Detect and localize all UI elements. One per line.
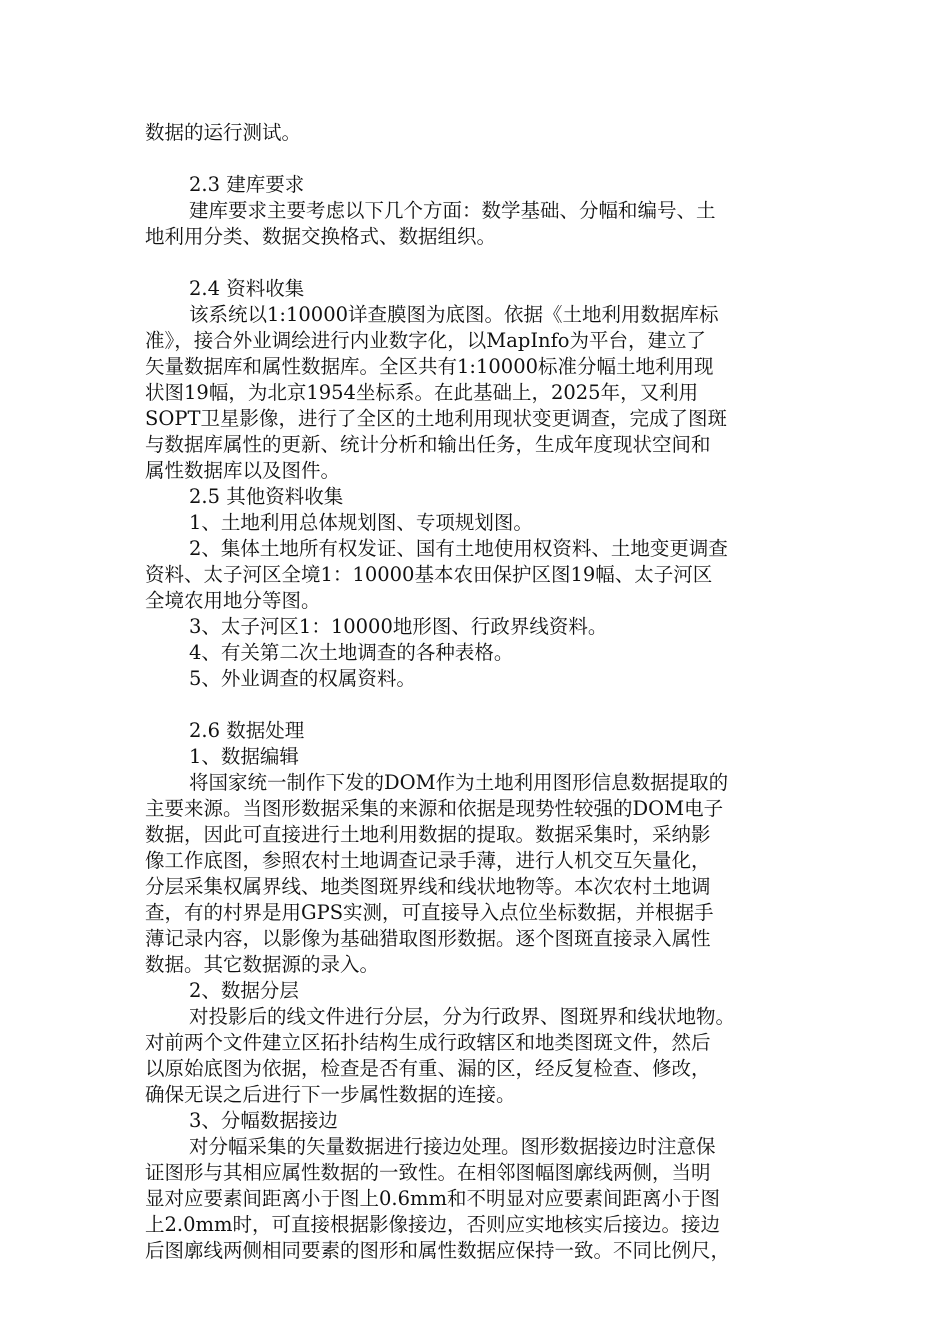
text-line: 主要来源。当图形数据采集的来源和依据是现势性较强的DOM电子 [145,797,724,820]
blank-line [145,692,815,718]
text-line: 属性数据库以及图件。 [145,459,341,482]
text-line: 资料、太子河区全境1：10000基本农田保护区图19幅、太子河区 [145,563,713,586]
text-line: 对分幅采集的矢量数据进行接边处理。图形数据接边时注意保 [189,1135,716,1158]
text-line: 5、外业调查的权属资料。 [189,667,416,690]
text-line: 查，有的村界是用GPS实测，可直接导入点位坐标数据，并根据手 [145,901,714,924]
blank-line [145,250,815,276]
text-line: 2.4 资料收集 [189,277,305,300]
text-line: 2.6 数据处理 [189,719,305,742]
text-line: 将国家统一制作下发的DOM作为土地利用图形信息数据提取的 [189,771,729,794]
text-line: 对前两个文件建立区拓扑结构生成行政辖区和地类图斑文件，然后 [145,1031,711,1054]
text-line: 地利用分类、数据交换格式、数据组织。 [145,225,497,248]
text-line: 全境农用地分等图。 [145,589,321,612]
text-line: 1、数据编辑 [189,745,299,768]
text-line: 3、分幅数据接边 [189,1109,338,1132]
text-line: 2、数据分层 [189,979,299,1002]
text-line: 与数据库属性的更新、统计分析和输出任务，生成年度现状空间和 [145,433,711,456]
text-line: 上2.0mm时，可直接根据影像接边，否则应实地核实后接边。接边 [145,1213,720,1236]
text-line: 以原始底图为依据，检查是否有重、漏的区，经反复检查、修改， [145,1057,711,1080]
text-line: 建库要求主要考虑以下几个方面：数学基础、分幅和编号、土 [189,199,716,222]
blank-line [145,146,815,172]
text-line: 显对应要素间距离小于图上0.6mm和不明显对应要素间距离小于图 [145,1187,720,1210]
text-line: 该系统以1:10000详查膜图为底图。依据《土地利用数据库标 [189,303,719,326]
text-line: 像工作底图，参照农村土地调查记录手薄，进行人机交互矢量化， [145,849,711,872]
text-line: 2.3 建库要求 [189,173,305,196]
text-line: 数据的运行测试。 [145,121,302,144]
text-line: 后图廓线两侧相同要素的图形和属性数据应保持一致。不同比例尺， [145,1239,731,1262]
text-line: 数据。其它数据源的录入。 [145,953,380,976]
document-body [145,120,815,1264]
text-line: 分层采集权属界线、地类图斑界线和线状地物等。本次农村土地调 [145,875,711,898]
text-line: 1、土地利用总体规划图、专项规划图。 [189,511,533,534]
text-line: 准》，接合外业调绘进行内业数字化，以MapInfo为平台，建立了 [145,329,707,352]
text-line: 对投影后的线文件进行分层，分为行政界、图斑界和线状地物。 [189,1005,736,1028]
text-line: 3、太子河区1：10000地形图、行政界线资料。 [189,615,608,638]
text-line: 状图19幅，为北京1954坐标系。在此基础上，2025年，又利用 [145,381,699,404]
text-line: 确保无误之后进行下一步属性数据的连接。 [145,1083,516,1106]
text-line: 矢量数据库和属性数据库。全区共有1:10000标准分幅土地利用现 [145,355,714,378]
text-line: 数据，因此可直接进行土地利用数据的提取。数据采集时，采纳影 [145,823,711,846]
text-line: 2、集体土地所有权发证、国有土地使用权资料、土地变更调查 [189,537,728,560]
text-line: SOPT卫星影像，进行了全区的土地利用现状变更调查，完成了图斑 [145,407,727,430]
text-line: 2.5 其他资料收集 [189,485,344,508]
text-line: 薄记录内容，以影像为基础猎取图形数据。逐个图斑直接录入属性 [145,927,711,950]
text-line: 4、有关第二次土地调查的各种表格。 [189,641,514,664]
text-line: 证图形与其相应属性数据的一致性。在相邻图幅图廓线两侧，当明 [145,1161,711,1184]
